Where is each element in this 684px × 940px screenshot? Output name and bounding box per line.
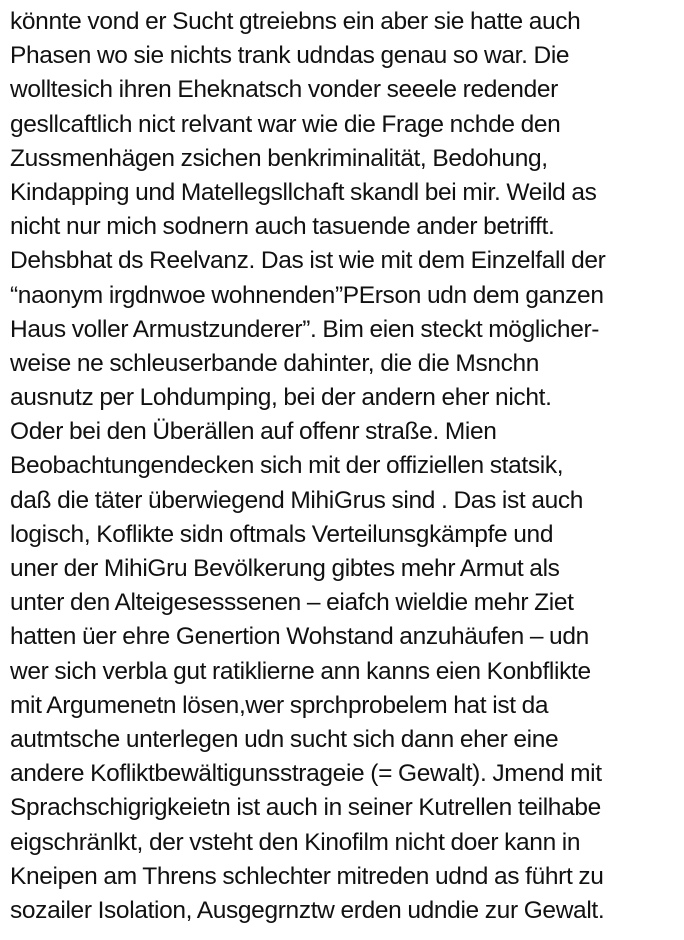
text-line: sozailer Isolation, Ausgegrnztw erden udndie zur Gewalt. — [10, 896, 605, 924]
text-line: hatten üer ehre Genertion Wohstand anzuhäufen – udn — [10, 623, 589, 651]
text-line: Sprachschigrigkeietn ist auch in seiner Kutrellen teilhabe — [10, 794, 601, 822]
text-line: weise ne schleuserbande dahinter, die die Msnchn — [10, 349, 540, 377]
text-line: wolltesich ihren Eheknatsch vonder seeele redender — [10, 76, 558, 104]
text-line: Phasen wo sie nichts trank udndas genau so war. Die — [10, 42, 570, 70]
text-line: unter den Alteigesesssenen – eiafch wieldie mehr Ziet — [10, 589, 574, 617]
text-line: logisch, Koflikte sidn oftmals Verteilunsgkämpfe und — [10, 520, 554, 548]
text-line: wer sich verbla gut ratiklierne ann kanns eien Konbflikte — [10, 657, 591, 685]
text-line: könnte vond er Sucht gtreiebns ein aber sie hatte auch — [10, 8, 581, 35]
text-line: mit Argumenetn lösen,wer sprchprobelem hat ist da — [10, 691, 549, 719]
text-line: Kneipen am Threns schlechter mitreden udnd as führt zu — [10, 862, 604, 890]
document-page — [10, 5, 678, 928]
text-line: eigschränlkt, der vsteht den Kinofilm nicht doer kann in — [10, 828, 581, 856]
text-line: gesllcaftlich nict relvant war wie die Frage nchde den — [10, 110, 561, 138]
paragraph — [10, 5, 678, 928]
text-line: autmtsche unterlegen udn sucht sich dann eher eine — [10, 725, 559, 753]
text-line: Oder bei den Überällen auf offenr straße. Mien — [10, 418, 497, 446]
text-line: “naonym irgdnwoe wohnenden”PErson udn dem ganzen — [10, 281, 604, 309]
text-line: daß die täter überwiegend MihiGrus sind . Das ist auch — [10, 486, 584, 514]
text-line: Haus voller Armustzunderer”. Bim eien steckt möglicher- — [10, 315, 600, 343]
text-line: uner der MihiGru Bevölkerung gibtes mehr Armut als — [10, 555, 560, 582]
text-line: andere Kofliktbewältigunsstrageie (= Gewalt). Jmend mit — [10, 760, 602, 788]
text-line: Dehsbhat ds Reelvanz. Das ist wie mit dem Einzelfall der — [10, 247, 606, 275]
text-line: Kindapping und Matellegsllchaft skandl bei mir. Weild as — [10, 178, 597, 206]
text-line: nicht nur mich sodnern auch tasuende ander betrifft. — [10, 213, 555, 241]
text-line: ausnutz per Lohdumping, bei der andern eher nicht. — [10, 384, 552, 412]
text-line: Zussmenhägen zsichen benkriminalität, Bedohung, — [10, 144, 548, 172]
text-line: Beobachtungendecken sich mit der offiziellen statsik, — [10, 452, 564, 480]
